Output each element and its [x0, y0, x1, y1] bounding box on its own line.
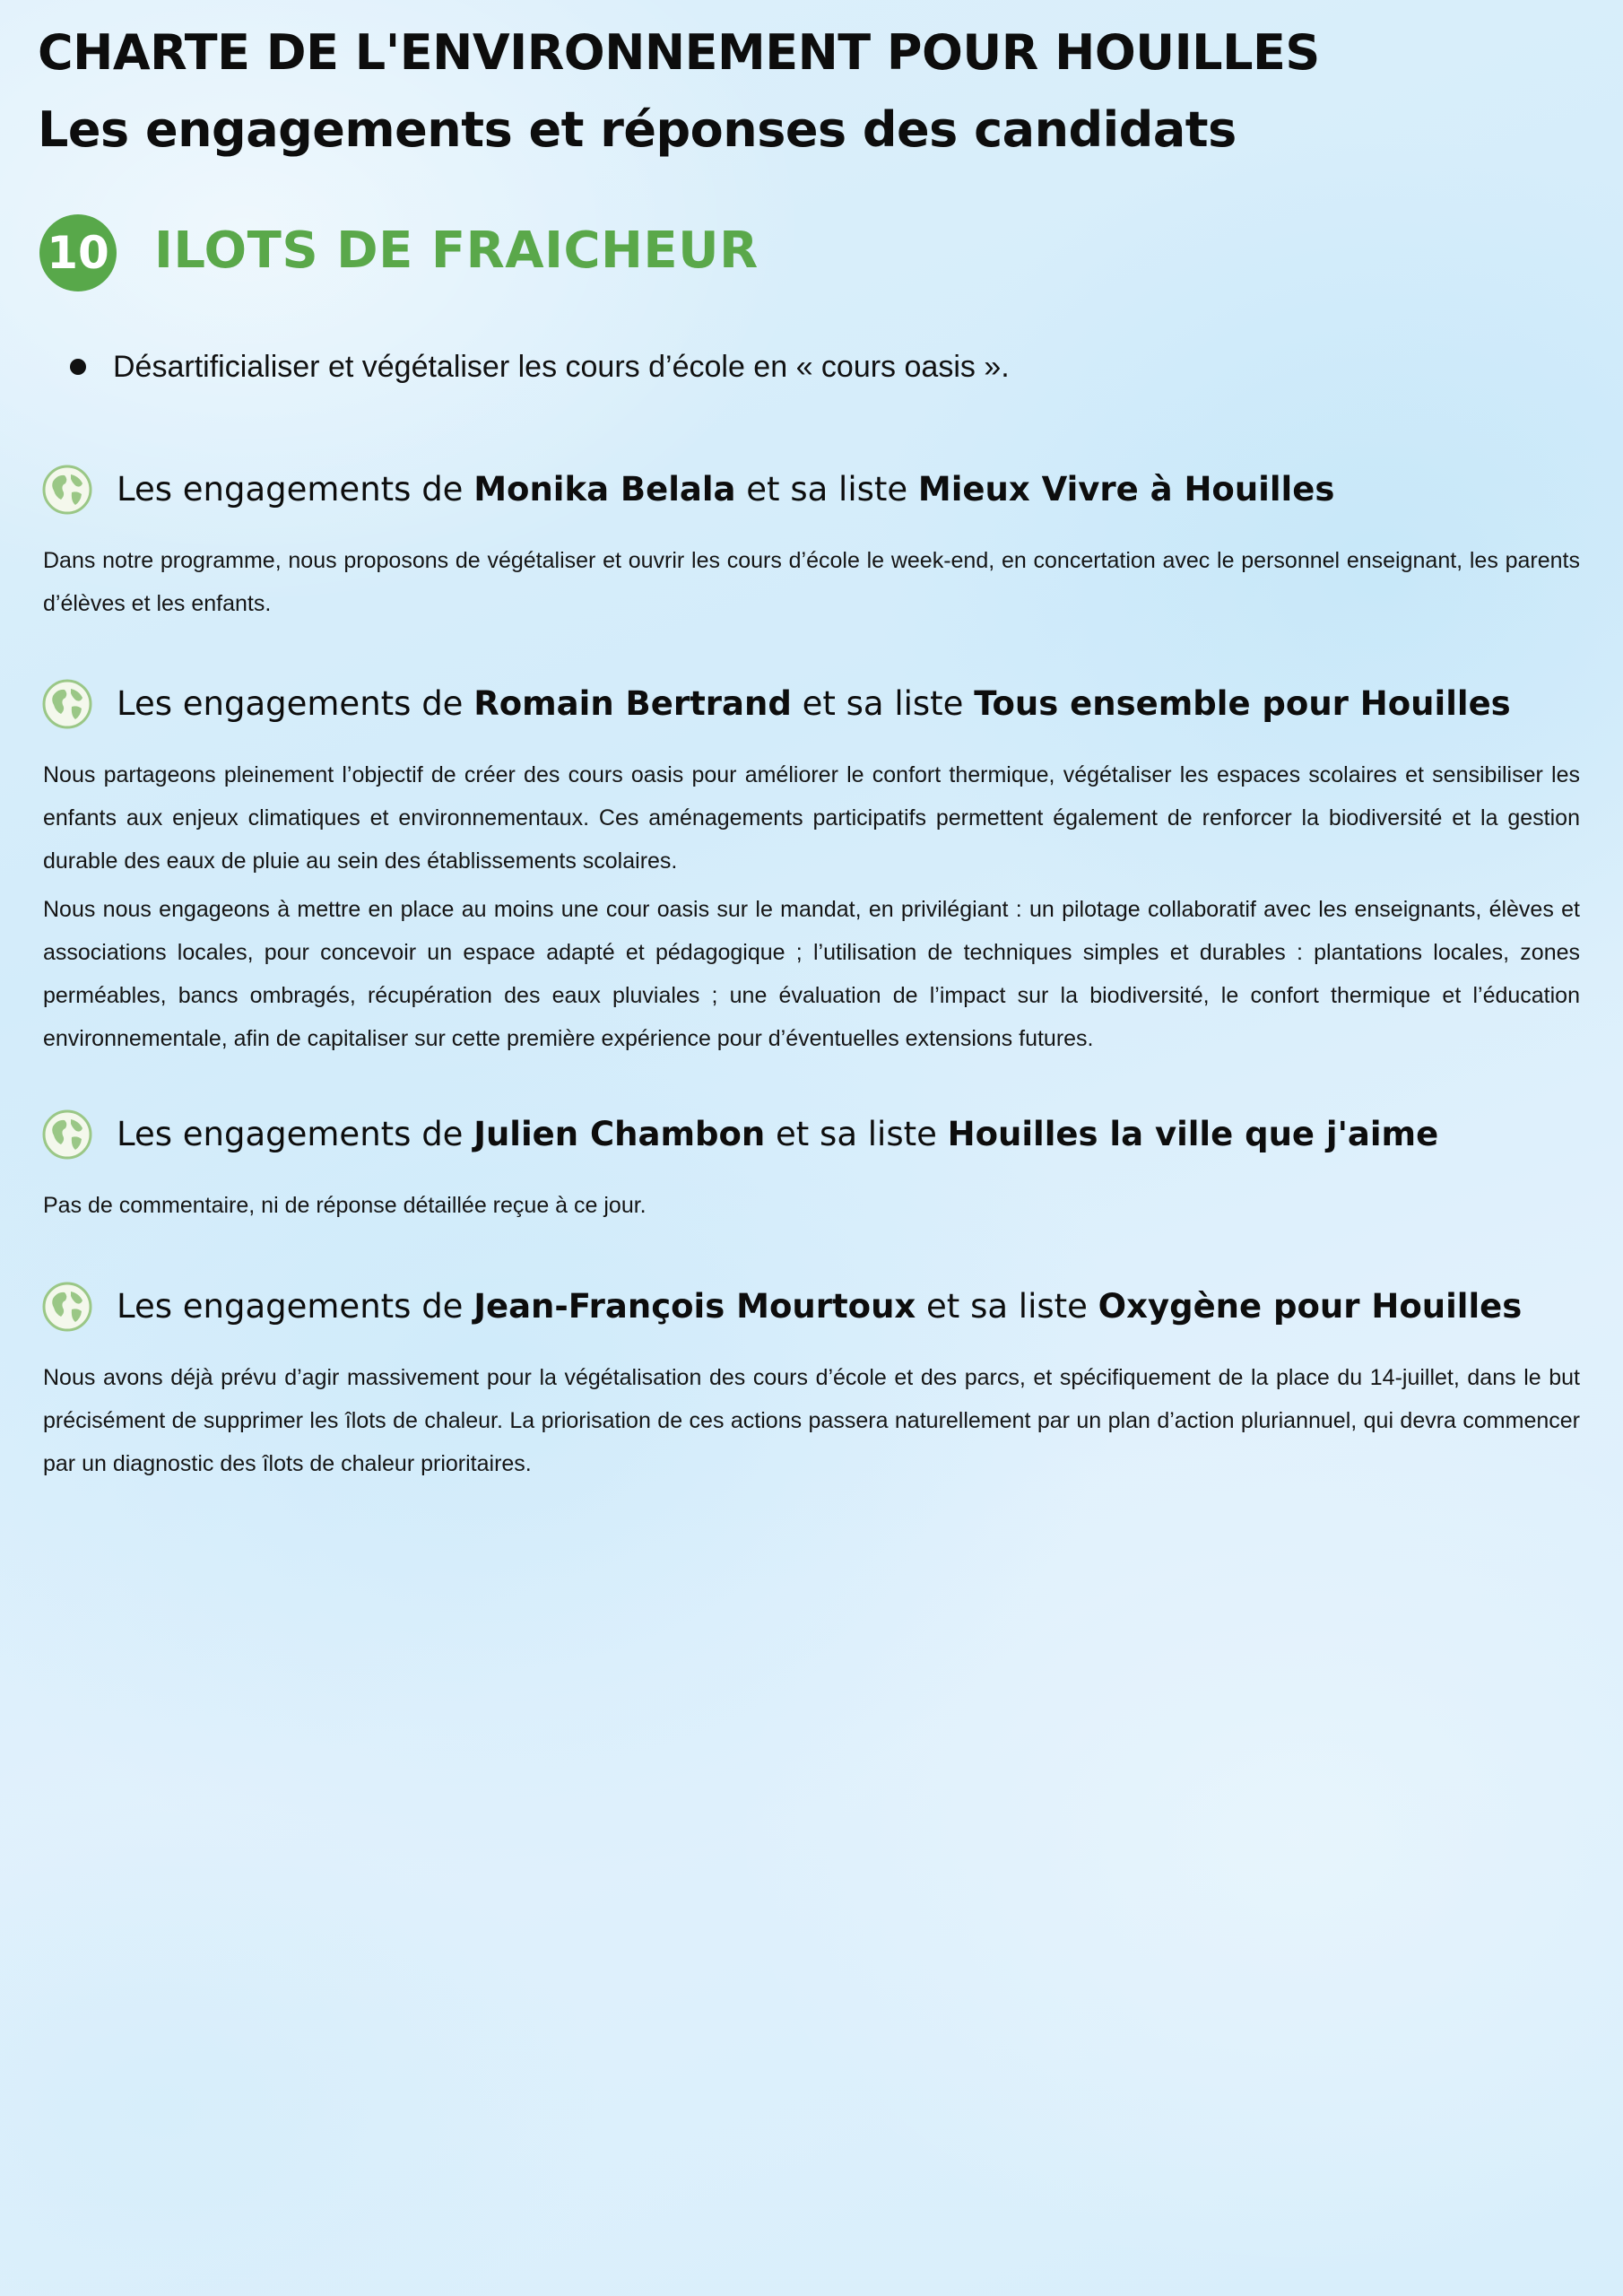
candidate-name: Jean-François Mourtoux: [473, 1287, 916, 1326]
candidate-heading: [0, 673, 1623, 735]
document-title: CHARTE DE L'ENVIRONNEMENT POUR HOUILLES: [38, 24, 1320, 81]
candidate-section-bertrand: [0, 673, 1623, 1065]
candidate-heading: [0, 1275, 1623, 1338]
candidate-section-belala: [0, 458, 1623, 631]
heading-middle: et sa liste: [916, 1287, 1098, 1326]
candidate-response: [43, 753, 1580, 1060]
bullet-icon: [70, 359, 86, 375]
candidate-heading-text: [117, 1103, 1438, 1166]
candidate-list-name: Houilles la ville que j'aime: [947, 1115, 1439, 1153]
candidate-name: Romain Bertrand: [473, 684, 792, 723]
candidate-heading: [0, 1103, 1623, 1166]
section-title: ILOTS DE FRAICHEUR: [154, 222, 759, 280]
candidate-section-mourtoux: [0, 1275, 1623, 1491]
candidate-response: [43, 539, 1580, 625]
response-paragraph: Nous avons déjà prévu d’agir massivement pour la végétalisation des cours d’école et des parcs, et spécifiquement de la place du 14-juillet, dans le but précisément de supprimer les îlots de chaleur. La priorisation de ces actions passera naturellement par un plan d’action pluriannuel, qui devra commencer par un diagnostic des îlots de chaleur prioritaires.: [43, 1365, 1580, 1476]
globe-icon: [41, 678, 93, 730]
section-number-badge: 10: [39, 214, 117, 291]
globe-icon: [41, 1281, 93, 1333]
response-paragraph: Pas de commentaire, ni de réponse détaillée reçue à ce jour.: [43, 1193, 647, 1218]
heading-middle: et sa liste: [791, 684, 975, 723]
heading-prefix: Les engagements de: [117, 1287, 474, 1326]
response-paragraph: Dans notre programme, nous proposons de végétaliser et ouvrir les cours d’école le week-end, en concertation avec le personnel enseignant, les parents d’élèves et les enfants.: [43, 548, 1580, 616]
goal-item: [0, 344, 1623, 389]
document-subtitle: Les engagements et réponses des candidats: [38, 101, 1237, 158]
goal-text: Désartificialiser et végétaliser les cours d’école en « cours oasis ».: [113, 350, 1010, 384]
goal-list: [0, 344, 1623, 389]
heading-middle: et sa liste: [735, 470, 918, 509]
heading-middle: et sa liste: [765, 1115, 948, 1153]
candidate-list-name: Oxygène pour Houilles: [1098, 1287, 1523, 1326]
candidate-name: Julien Chambon: [473, 1115, 766, 1153]
candidate-heading-text: [117, 1275, 1522, 1338]
candidate-list-name: Tous ensemble pour Houilles: [974, 684, 1511, 723]
candidate-response: [43, 1356, 1580, 1485]
heading-prefix: Les engagements de: [117, 1115, 474, 1153]
candidate-list-name: Mieux Vivre à Houilles: [917, 470, 1335, 509]
heading-prefix: Les engagements de: [117, 470, 474, 509]
response-paragraph: Nous partageons pleinement l’objectif de créer des cours oasis pour améliorer le confort thermique, végétaliser les espaces scolaires et sensibiliser les enfants aux enjeux climatiques et environnementaux. Ces aménagements participatifs permettent également de renforcer la biodiversité et la gestion durable des eaux de pluie au sein des établissements scolaires.: [43, 762, 1580, 874]
candidate-name: Monika Belala: [473, 470, 736, 509]
globe-icon: [41, 464, 93, 516]
candidate-heading-text: [117, 458, 1334, 521]
response-paragraph: Nous nous engageons à mettre en place au moins une cour oasis sur le mandat, en privilégiant : un pilotage collaboratif avec les enseignants, élèves et associations locales, pour concevoir un espace adapté et pédagogique ; l’utilisation de techniques simples et durables : plantations locales, zones perméables, bancs ombragés, récupération des eaux pluviales ; une évaluation de l’impact sur la biodiversité, le confort thermique et l’éducation environnementale, afin de capitaliser sur cette première expérience pour d’éventuelles extensions futures.: [43, 897, 1580, 1051]
candidate-heading-text: [117, 673, 1511, 735]
candidate-response: [43, 1184, 1580, 1227]
globe-icon: [41, 1109, 93, 1161]
candidate-heading: [0, 458, 1623, 521]
heading-prefix: Les engagements de: [117, 684, 474, 723]
candidate-section-chambon: [0, 1103, 1623, 1232]
